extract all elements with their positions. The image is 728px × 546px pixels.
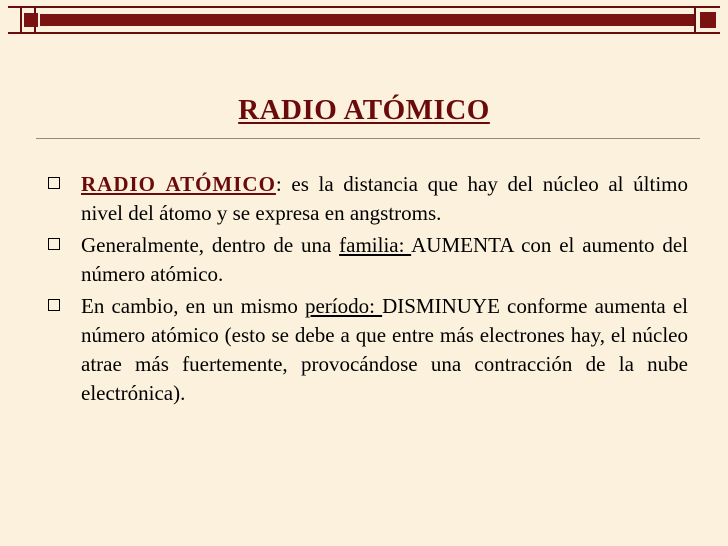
top-band-bar (40, 14, 694, 26)
title-divider (36, 138, 700, 139)
bullet-text-segment: AUMENTA con el aumento del número atómico. (81, 233, 689, 286)
slide-title-text: RADIO ATÓMICO (238, 94, 490, 126)
bullet-text-segment: En cambio, en un mismo (81, 294, 305, 318)
bullet-list (48, 170, 688, 411)
top-band-block-right (700, 12, 716, 28)
bullet-text (81, 170, 688, 228)
term-periodo: período: (304, 294, 383, 318)
bullet-item (48, 292, 688, 408)
top-band-block-left (24, 13, 38, 27)
square-bullet-icon (48, 238, 60, 250)
bullet-text (81, 292, 688, 408)
bullet-text-segment: DISMINUYE conforme aumenta el número atómico (esto se debe a que entre más electrones hay, el núcleo atrae más fuertemente, provocándose una contracción de la nube electrónica). (81, 294, 689, 405)
bullet-item (48, 231, 688, 289)
term-familia: familia: (339, 233, 412, 257)
bullet-text-segment: : es la distancia que hay del núcleo al último nivel del átomo y se expresa en angstroms. (81, 172, 688, 225)
bullet-text-segment: Generalmente, dentro de una (81, 233, 340, 257)
slide-title (0, 94, 728, 127)
square-bullet-icon (48, 299, 60, 311)
bullet-text (81, 231, 688, 289)
term-radio-atomico: RADIO ATÓMICO (81, 172, 276, 196)
bullet-item (48, 170, 688, 228)
square-bullet-icon (48, 177, 60, 189)
